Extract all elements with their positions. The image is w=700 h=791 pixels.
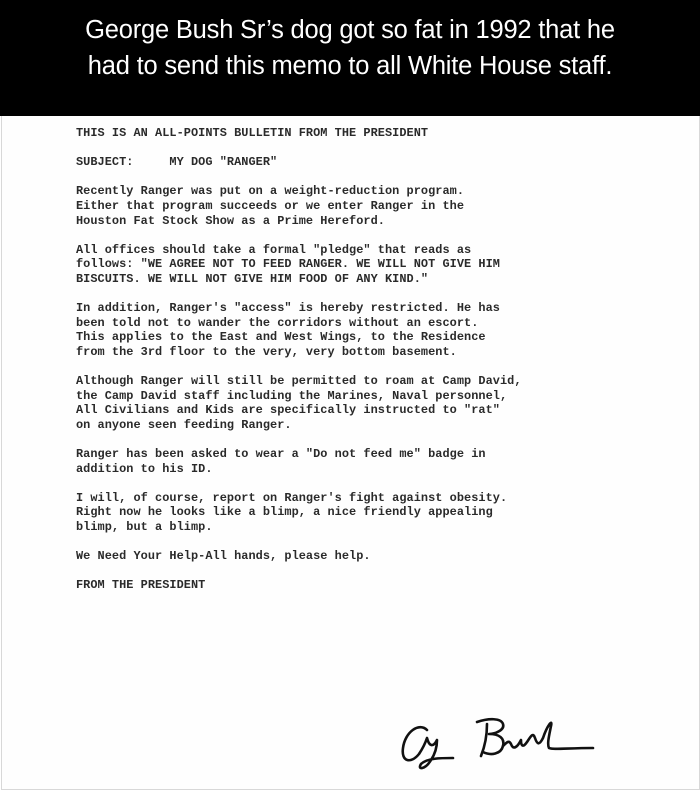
paragraph-camp-david: [76, 374, 676, 432]
paragraph-line: blimp, but a blimp.: [76, 520, 213, 535]
memo-closing: FROM THE PRESIDENT: [76, 578, 206, 593]
paragraph-line: This applies to the East and West Wings, to the Residence: [76, 330, 486, 345]
paragraph-line: I will, of course, report on Ranger's fight against obesity.: [76, 490, 508, 505]
caption-line-1: George Bush Sr’s dog got so fat in 1992 that he: [85, 16, 615, 44]
paragraph-line: BISCUITS. WE WILL NOT GIVE HIM FOOD OF ANY KIND.": [76, 271, 429, 286]
paragraph-line: Houston Fat Stock Show as a Prime Hereford.: [76, 213, 385, 228]
memo-subject: [76, 155, 676, 170]
paragraph-badge: [76, 447, 676, 476]
paragraph-access: [76, 301, 676, 359]
memo-body: [76, 126, 676, 593]
paragraph-line: Although Ranger will still be permitted to roam at Camp David,: [76, 374, 522, 389]
paragraph-line: All Civilians and Kids are specifically instructed to "rat": [76, 403, 500, 418]
subject-label: SUBJECT:: [76, 155, 134, 170]
paragraph-line: We Need Your Help-All hands, please help.: [76, 549, 371, 564]
paragraph-line: Right now he looks like a blimp, a nice friendly appealing: [76, 505, 493, 520]
subject-value: MY DOG "RANGER": [169, 155, 278, 170]
paragraph-line: Either that program succeeds or we enter Ranger in the: [76, 198, 465, 213]
paragraph-line: on anyone seen feeding Ranger.: [76, 417, 292, 432]
caption-line-2: had to send this memo to all White House staff.: [87, 52, 613, 80]
signature-icon: [397, 708, 637, 788]
paragraph-line: Ranger has been asked to wear a "Do not feed me" badge in: [76, 447, 486, 462]
paragraph-pledge: [76, 243, 676, 287]
paragraph-line: been told not to wander the corridors without an escort.: [76, 315, 479, 330]
paragraph-weight-program: [76, 184, 676, 228]
paragraph-obesity-report: [76, 491, 676, 535]
paragraph-line: the Camp David staff including the Marines, Naval personnel,: [76, 388, 508, 403]
paragraph-line: All offices should take a formal "pledge" that reads as: [76, 242, 472, 257]
paragraph-line: follows: "WE AGREE NOT TO FEED RANGER. WE WILL NOT GIVE HIM: [76, 257, 500, 272]
paragraph-line: Recently Ranger was put on a weight-reduction program.: [76, 184, 465, 199]
paragraph-line: In addition, Ranger's "access" is hereby restricted. He has: [76, 301, 500, 316]
caption-banner: [0, 0, 700, 116]
paragraph-line: addition to his ID.: [76, 461, 213, 476]
paragraph-help: [76, 549, 676, 564]
memo-heading: THIS IS AN ALL-POINTS BULLETIN FROM THE PRESIDENT: [76, 126, 429, 140]
paragraph-line: from the 3rd floor to the very, very bottom basement.: [76, 344, 457, 359]
memo-document: [1, 116, 700, 790]
